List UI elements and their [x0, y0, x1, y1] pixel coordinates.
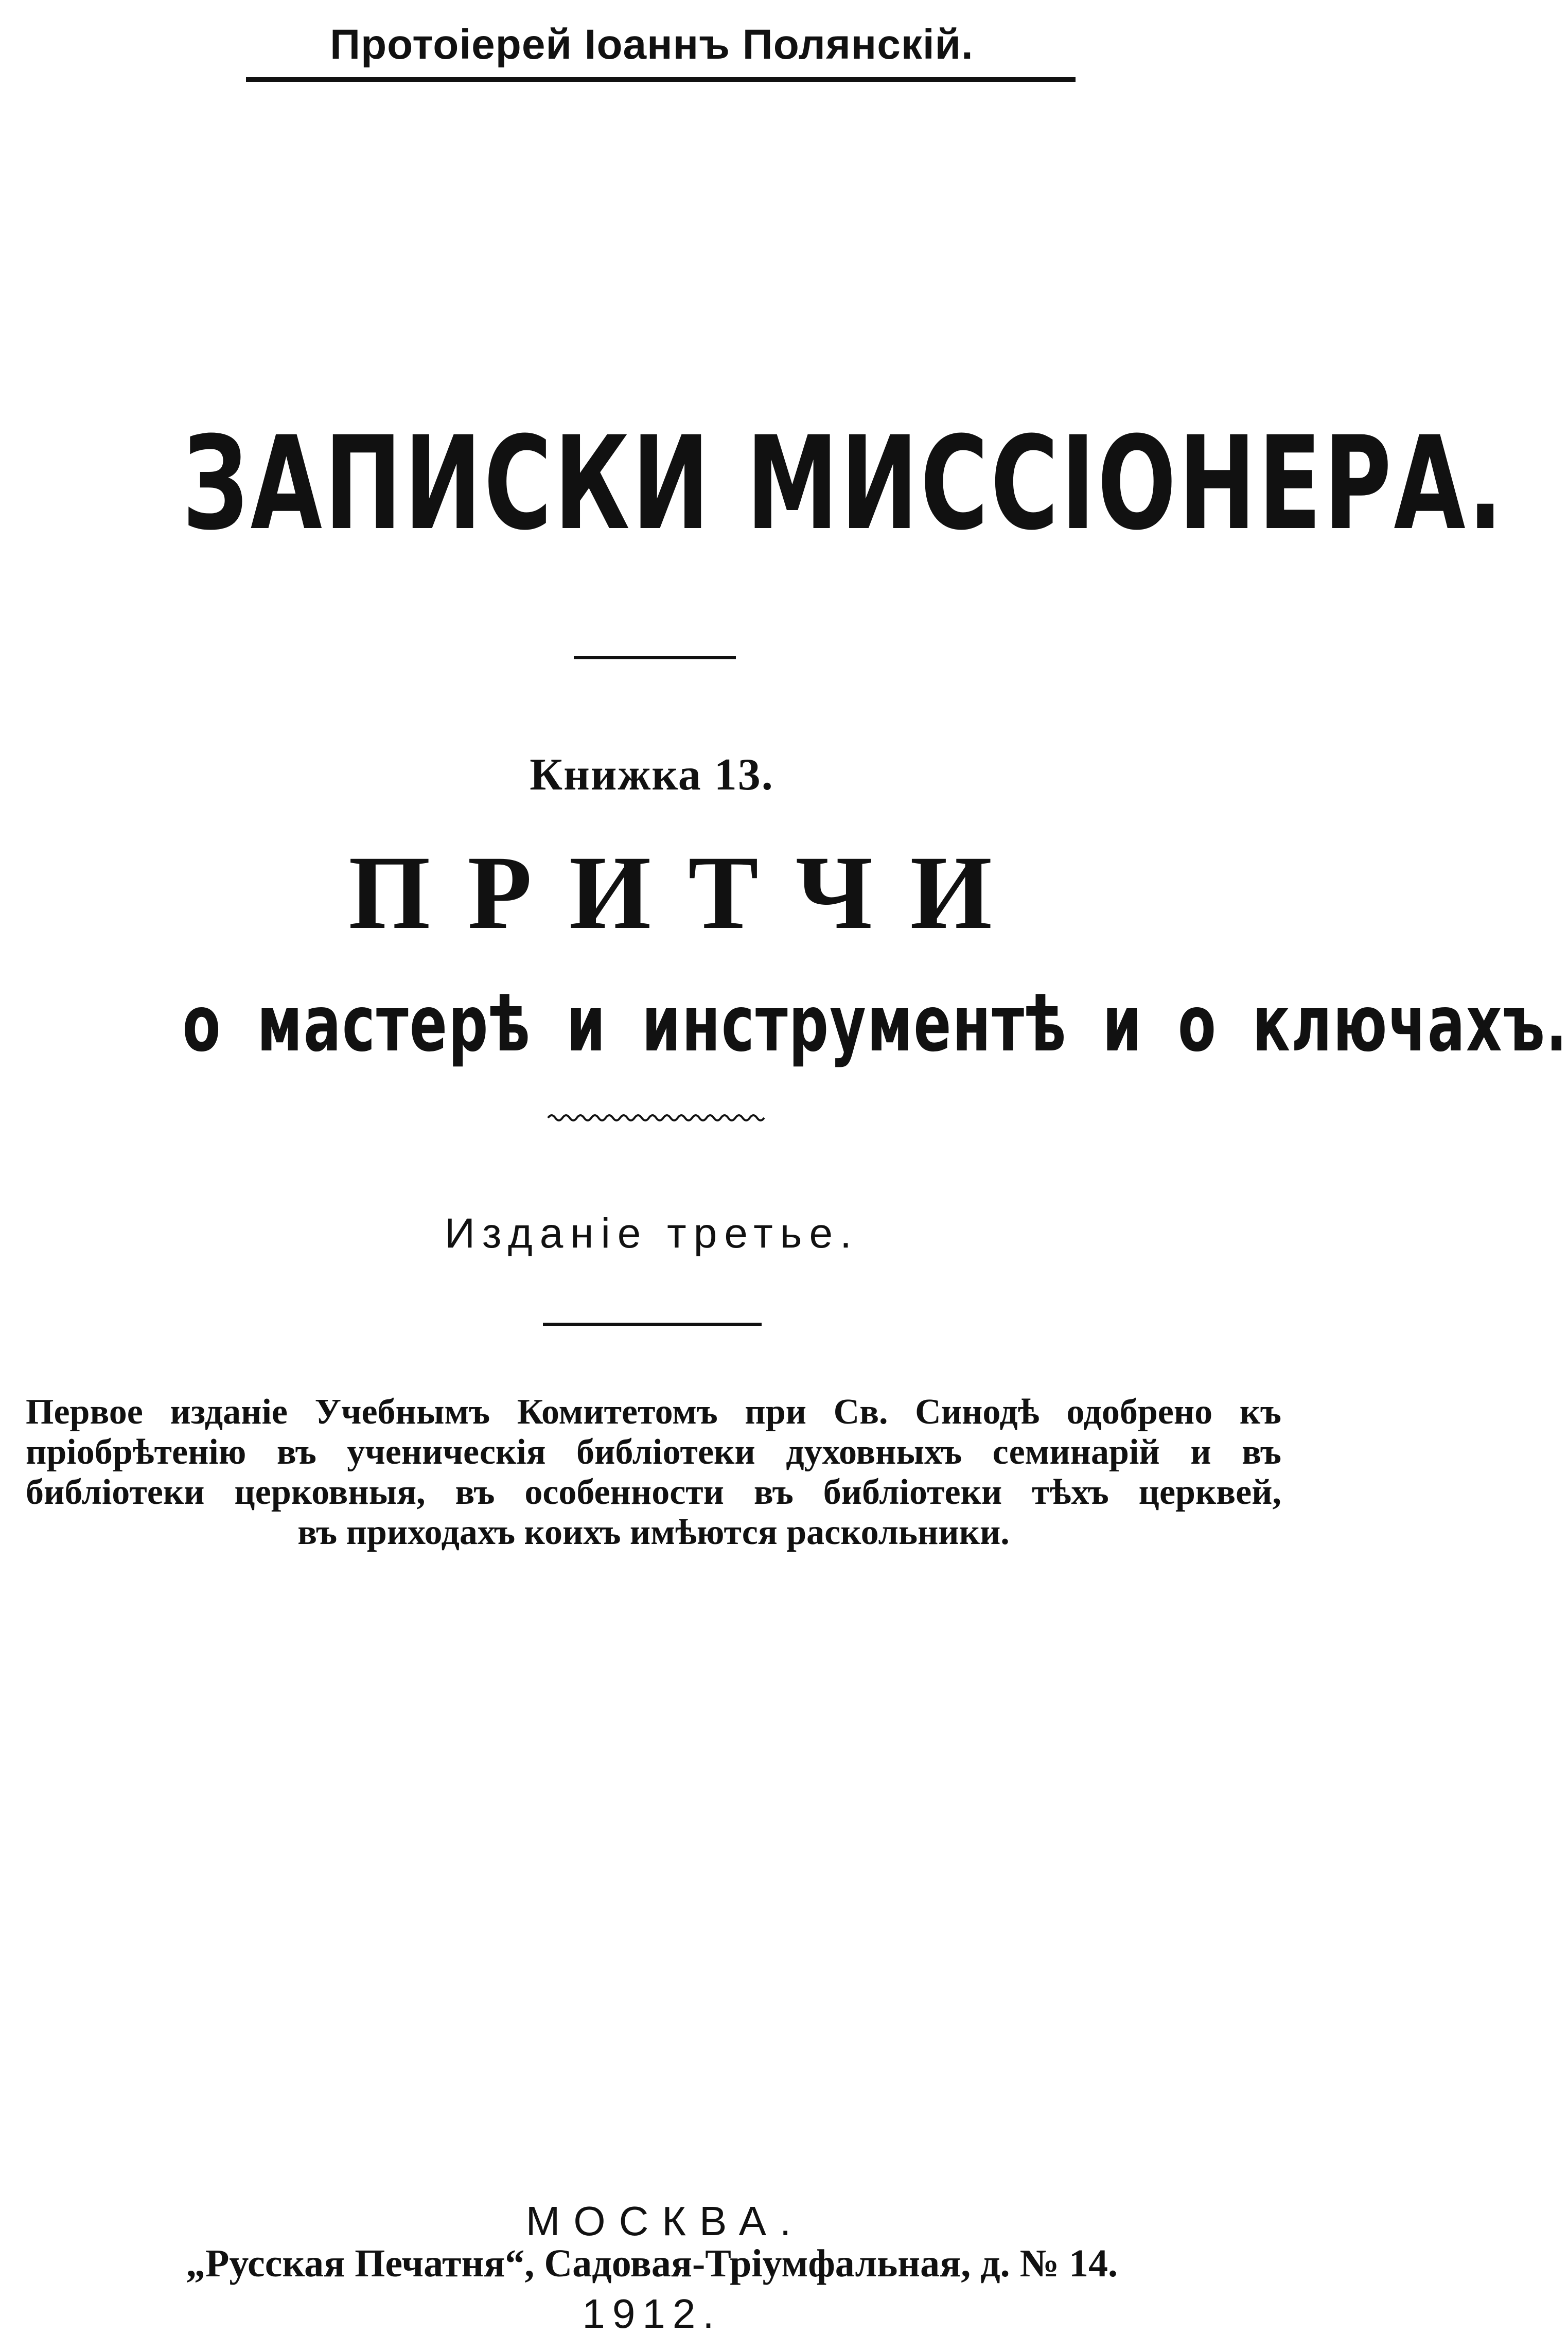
imprint-year: 1912.: [582, 2291, 721, 2337]
approval-line: библiотеки церковныя, въ особенности въ библiотеки тѣхъ церквей,: [26, 1472, 1281, 1512]
approval-note: [26, 1392, 1281, 1553]
approval-line: въ приходахъ коихъ имѣются раскольники.: [297, 1513, 1010, 1552]
subtitle-main: ПРИТЧИ: [348, 834, 1029, 951]
divider-rule: [543, 1323, 762, 1326]
imprint-city: МОСКВА.: [525, 2198, 805, 2244]
main-title: ЗАПИСКИ МИССIОНЕРА.: [182, 409, 1505, 558]
wavy-divider: [548, 1112, 764, 1124]
approval-line: Первое изданiе Учебнымъ Комитетомъ при Св. Синодѣ одобрено къ: [26, 1392, 1281, 1432]
author-name: Протоiерей Iоаннъ Полянскiй.: [330, 21, 974, 68]
subtitle-detail: о мастерѣ и инструментѣ и о ключахъ.: [182, 979, 1568, 1069]
approval-line: прiобрѣтенiю въ ученическiя библiотеки духовныхъ семинарiй и въ: [26, 1432, 1281, 1472]
author-underline: [246, 77, 1076, 82]
book-number: Книжка 13.: [530, 750, 774, 800]
divider-rule: [574, 656, 736, 659]
edition-label: Изданiе третье.: [445, 1210, 859, 1257]
imprint-press: „Русская Печатня“, Садовая-Трiумфальная, д. № 14.: [185, 2242, 1118, 2285]
